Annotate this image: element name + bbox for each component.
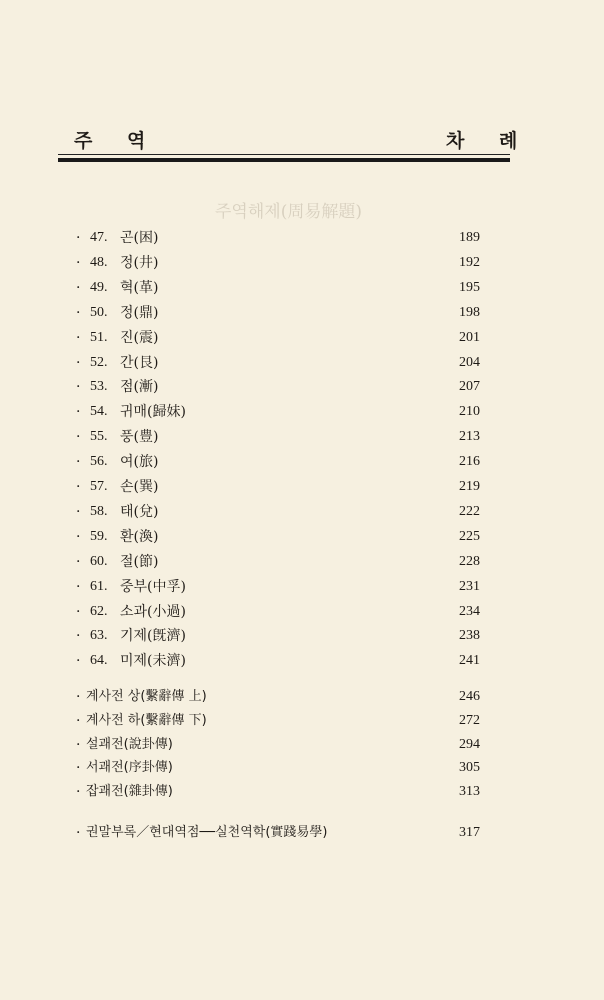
toc-entry[interactable] (76, 757, 486, 779)
toc-entry[interactable] (76, 650, 486, 672)
running-head-right: 차 례 (446, 130, 532, 152)
bullet: · (76, 304, 81, 321)
bullet: · (76, 329, 81, 346)
bullet: · (76, 279, 81, 296)
entry-title: 기제(旣濟) (120, 628, 186, 645)
toc-entry[interactable] (76, 601, 486, 623)
bullet: · (76, 230, 81, 246)
entry-title: 곤(困) (120, 230, 159, 246)
entry-title: 점(漸) (120, 379, 159, 396)
entry-page: 210 (459, 404, 480, 420)
entry-page: 213 (459, 429, 480, 445)
entry-page: 222 (459, 503, 480, 519)
toc-entry-appendix[interactable] (76, 822, 486, 844)
bullet: · (76, 379, 81, 396)
entry-title: 여(旅) (120, 454, 159, 471)
entry-number: 51. (90, 329, 108, 345)
bullet: · (76, 825, 81, 841)
bullet: · (76, 578, 81, 595)
entry-number: 59. (90, 528, 108, 544)
toc-entry[interactable] (76, 451, 486, 473)
entry-title: 미제(未濟) (120, 653, 186, 670)
toc-entry[interactable] (76, 710, 486, 732)
toc-entry[interactable] (76, 352, 486, 374)
entry-page: 207 (459, 379, 480, 395)
toc-entry[interactable] (76, 401, 486, 423)
entry-title: 진(震) (120, 329, 159, 346)
toc-entry[interactable] (76, 501, 486, 523)
running-head-left: 주 역 (74, 130, 160, 152)
bullet: · (76, 712, 81, 729)
bullet: · (76, 429, 81, 446)
toc-entry[interactable] (76, 576, 486, 598)
entry-page: 246 (459, 689, 480, 704)
entry-number: 49. (90, 279, 108, 295)
entry-number: 62. (90, 603, 108, 619)
entry-page: 192 (459, 254, 480, 270)
entry-title: 정(井) (120, 254, 159, 271)
entry-number: 54. (90, 404, 108, 420)
entry-title: 중부(中孚) (120, 578, 186, 595)
entry-number: 58. (90, 503, 108, 519)
entry-title: 계사전 상(繫辭傳 上) (86, 689, 207, 704)
entry-title: 태(兌) (120, 503, 159, 520)
entry-page: 238 (459, 628, 480, 644)
entry-title: 계사전 하(繫辭傳 下) (86, 712, 207, 728)
entry-number: 55. (90, 429, 108, 445)
bullet: · (76, 528, 81, 545)
entry-title: 서괘전(序卦傳) (86, 760, 173, 776)
entry-title: 풍(豊) (120, 429, 159, 446)
entry-page: 225 (459, 528, 480, 544)
bullet: · (76, 603, 81, 620)
bullet: · (76, 503, 81, 520)
entry-page: 201 (459, 329, 480, 345)
toc-entry[interactable] (76, 227, 486, 249)
bullet: · (76, 736, 81, 753)
toc-entry[interactable] (76, 625, 486, 647)
entry-page: 204 (459, 354, 480, 370)
entry-number: 61. (90, 578, 108, 594)
entry-page: 189 (459, 230, 480, 245)
entry-title: 혁(革) (120, 279, 159, 296)
toc-entry[interactable] (76, 327, 486, 349)
entry-title: 절(節) (120, 553, 159, 570)
bleed-through-title: 주역해제(周易解題) (215, 202, 362, 222)
entry-page: 234 (459, 603, 480, 619)
bullet: · (76, 760, 81, 777)
entry-page: 219 (459, 479, 480, 494)
entry-number: 64. (90, 653, 108, 669)
toc-entry[interactable] (76, 781, 486, 803)
toc-entry[interactable] (76, 526, 486, 548)
entry-number: 50. (90, 304, 108, 320)
entry-page: 272 (459, 712, 480, 728)
toc-entry[interactable] (76, 302, 486, 324)
toc-entry[interactable] (76, 476, 486, 498)
bullet: · (76, 354, 81, 371)
toc-entry[interactable] (76, 252, 486, 274)
entry-page: 305 (459, 760, 480, 776)
entry-title: 권말부록／현대역점──실천역학(實踐易學) (86, 825, 328, 840)
entry-title: 간(艮) (120, 354, 159, 371)
entry-number: 47. (90, 230, 108, 245)
entry-number: 63. (90, 628, 108, 644)
entry-page: 241 (459, 653, 480, 669)
bullet: · (76, 628, 81, 645)
entry-page: 313 (459, 784, 480, 800)
toc-entry[interactable] (76, 551, 486, 573)
entry-title: 설괘전(說卦傳) (86, 736, 173, 752)
entry-number: 48. (90, 254, 108, 270)
bullet: · (76, 404, 81, 421)
entry-number: 56. (90, 454, 108, 470)
toc-entry[interactable] (76, 426, 486, 448)
bullet: · (76, 454, 81, 471)
header-rule-thick (58, 158, 510, 162)
entry-number: 53. (90, 379, 108, 395)
entry-page: 294 (459, 736, 480, 752)
entry-page: 216 (459, 454, 480, 470)
entry-number: 52. (90, 354, 108, 370)
bullet: · (76, 479, 81, 495)
entry-page: 231 (459, 578, 480, 594)
toc-entry[interactable] (76, 376, 486, 398)
entry-page: 198 (459, 304, 480, 320)
entry-page: 228 (459, 553, 480, 569)
header-rule-thin (58, 154, 510, 155)
toc-entry[interactable] (76, 734, 486, 756)
entry-title: 정(鼎) (120, 304, 159, 321)
bullet: · (76, 689, 81, 705)
toc-entry[interactable] (76, 686, 486, 708)
bullet: · (76, 553, 81, 570)
toc-entry[interactable] (76, 277, 486, 299)
entry-number: 57. (90, 479, 108, 494)
entry-title: 환(渙) (120, 528, 159, 545)
entry-title: 귀매(歸妹) (120, 404, 186, 421)
bullet: · (76, 653, 81, 670)
entry-title: 잡괘전(雜卦傳) (86, 784, 173, 800)
entry-number: 60. (90, 553, 108, 569)
bullet: · (76, 784, 81, 801)
entry-page: 195 (459, 279, 480, 295)
entry-title: 소과(小過) (120, 603, 186, 620)
entry-page: 317 (459, 825, 480, 840)
entry-title: 손(巽) (120, 479, 159, 495)
bullet: · (76, 254, 81, 271)
